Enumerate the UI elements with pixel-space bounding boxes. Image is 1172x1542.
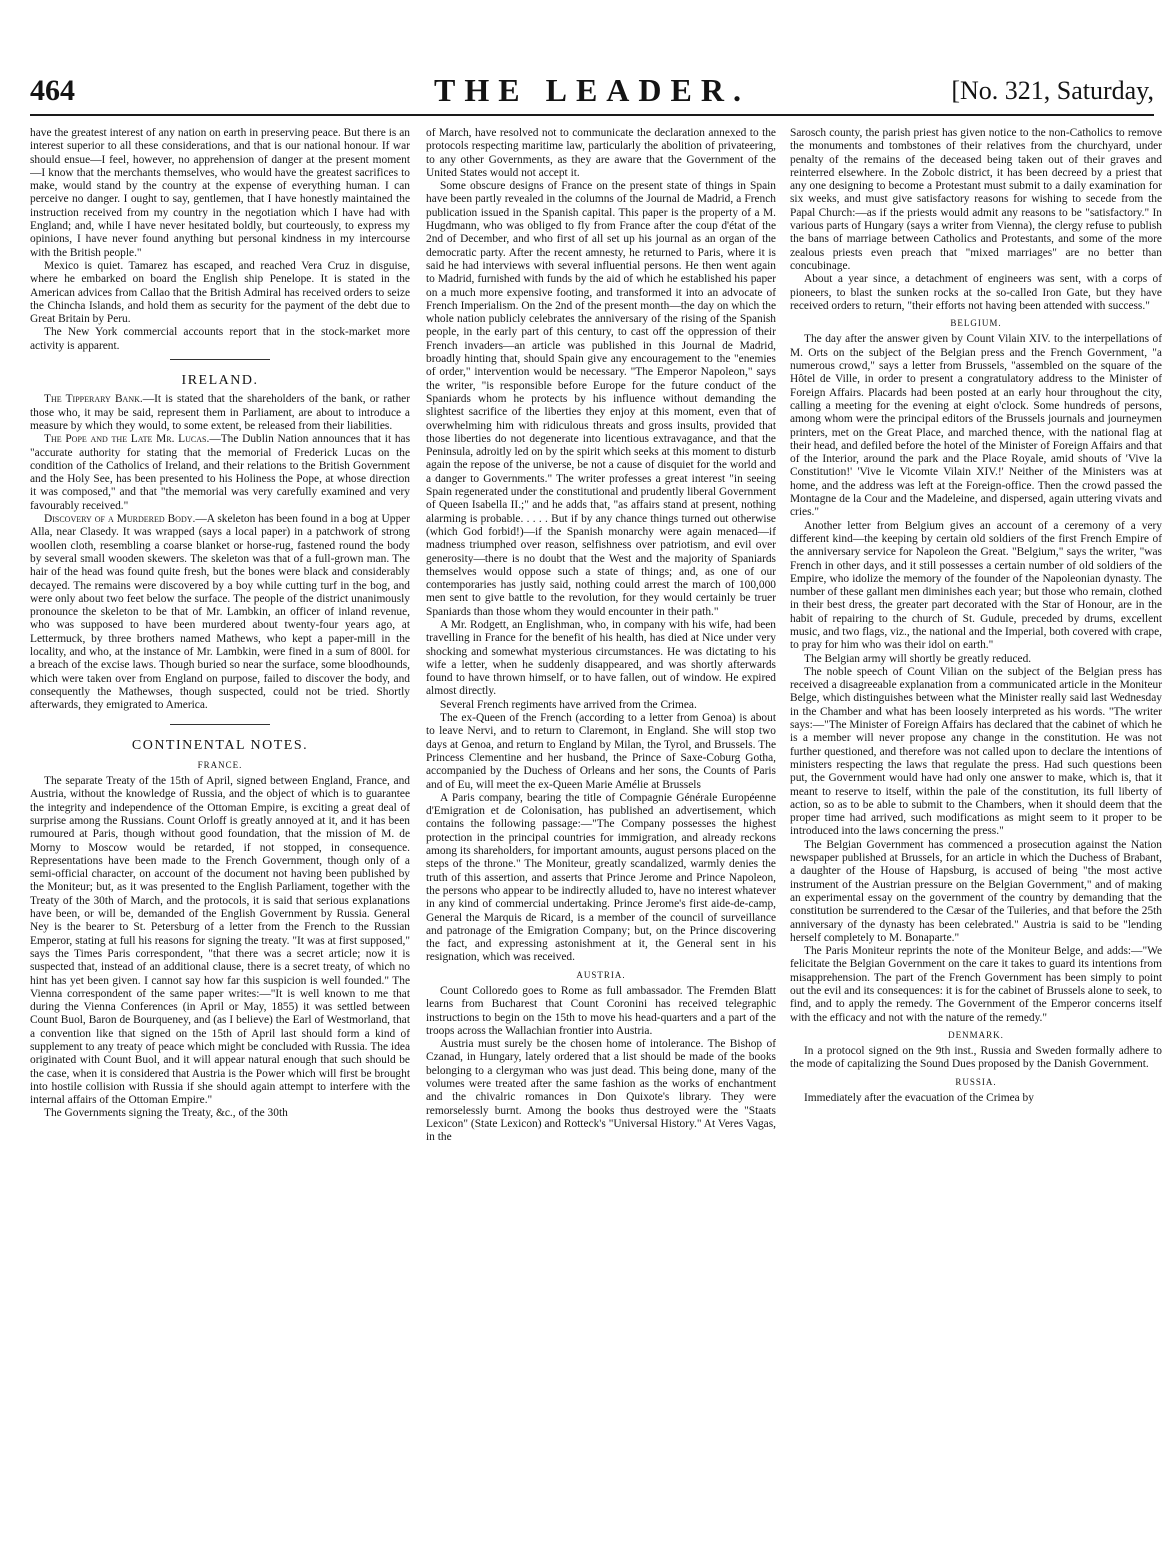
paragraph: Mexico is quiet. Tamarez has escaped, and reached Vera Cruz in disguise, where he embarked on board the English ship Penelope. It is stated in the American advices from Callao that the British Admiral has received orders to seize the Chincha Islands, and hold them as security for the payment of the debt due to Great Britain by Peru.	[30, 259, 410, 326]
newspaper-title: THE LEADER.	[434, 72, 750, 108]
paragraph: Some obscure designs of France on the present state of things in Spain have been partly revealed in the columns of the Journal de Madrid, a French publication issued in the Spanish capital. This paper is the property of a M. Hugdmann, who was obliged to fly from France after the coup d'état of the 2nd of December, and who first of all set up his journal as an organ of the democratic party. After the recent amnesty, he returned to Paris, where it is said he had interviews with several influential persons. He then went again to Madrid, furnished with funds by the aid of which he established his paper on a much more expensive footing, and transformed it into an advocate of French Imperialism. On the 2nd of the present month—the day on which the whole nation publicly celebrates the anniversary of the rising of the Spanish people, in the early part of this century, to cast off the oppression of their French invaders—an article was published in this Journal de Madrid, broadly hinting that, should Spain give any encouragement to the "enemies of order," intervention would be necessary. "The Emperor Napoleon," says the writer, "is responsible before Europe for the future conduct of the Spaniards whom he protects by his influence without demanding the slightest sacrifice of the liberties they enjoy at this moment, even that of overwhelming him with ridiculous threats and gross insults, provided that those liberties do not degenerate into licentious extravagance, and that the Peninsula, adroitly led on by the spirit which seeks at this moment to disturb again the repose of the universe, be not a cause of disquiet for the world and a danger to Governments." The writer professes a great interest "in seeing Spain regenerated under the constitutional and prudently liberal Government of Queen Isabella II.;" and he adds that, "as affairs stand at present, nothing alarming is probable. . . . . But if by any chance things turned out otherwise (which God forbid!)—if the Spanish monarchy were again menaced—if madness triumphed over reason, selfishness over patriotism, and evil over generosity—there is no doubt that the West and the majority of Spaniards themselves would oppose such a state of things; and, as one of our contemporaries has justly said, nothing could arrest the march of 100,000 men sent to give battle to the revolution, for they would certainly be truer Spaniards than those whom they would encounter in their path."	[426, 180, 776, 618]
paragraph-text: —A skeleton has been found in a bog at Upper Alla, near Clasedy. It was wrapped (says a local paper) in a patchwork of strong woollen cloth, resembling a coarse blanket or horse-rug, fastened round the body by several small wooden skewers. The skeleton was that of a full-grown man. The hair of the head was found quite fresh, but the bones were black and considerably decayed. The remains were discovered by a boy while cutting turf in the bog, and were only about two feet below the surface. The people of the district unanimously pronounce the skeleton to be that of Mr. Lambkin, an officer of inland revenue, who was supposed to have been murdered about twenty-four years ago, at Lettermuck, by three brothers named Mathews, who kept a paper-mill in the locality, and who, at the instance of Mr. Lambkin, were fined in a sum of 800l. for a breach of the excise laws. Though buried so near the surface, some bloodhounds, which were taken over from England on purpose, failed to discover the body, and consequently the Mathewses, though suspected, could not be tried. Shortly afterwards, they emigrated to America.	[30, 513, 410, 712]
paragraph-lead: The Pope and the Late Mr. Lucas.	[44, 433, 210, 446]
paragraph	[30, 433, 410, 513]
paragraph: The New York commercial accounts report that in the stock-market more activity is apparent.	[30, 326, 410, 352]
paragraph: have the greatest interest of any nation on earth in preserving peace. But there is an interest superior to all these considerations, and that is our national honour. If war should ensue—I feel, however, no apprehension of danger at the present moment—I know that the merchants themselves, who would have the greatest sacrifices to make, would stand by the country at the expense of everything human. I can perceive no danger. I ought to say, gentlemen, that I have honestly maintained the instruction received from my country in the negotiation which I have had with England; and, while I have never hesitated boldly, but courteously, to express my opinions, I have never found anything but personal kindness in my intercourse with the British people."	[30, 127, 410, 259]
section-divider	[170, 359, 270, 360]
paragraph: The day after the answer given by Count Vilain XIV. to the interpellations of M. Orts on the subject of the Belgian press and the French Government, "a numerous crowd," says a letter from Brussels, "assembled on the square of the Hôtel de Ville, in order to present a congratulatory address to the Minister of Foreign Affairs. Placards had been posted at an early hour throughout the city, calling a meeting for the evening at eight o'clock. Some hundreds of persons, among whom were the principal editors of the Brussels journals and journeymen printers, met on the Great Place, and marched thence, with the national flag at their head, and defiled before the hotel of the Minister of Foreign Affairs and that of the Interior, around the park and the Place Royale, amid shouts of 'Vive la Constitution!' 'Vive le Vicomte Vilain XIV.!' Neither of the Ministers was at home, and the address was left at the Foreign-office. Then the crowd passed the Montagne de la Cour and the Madeleine, and dispersed, again uttering vivats and cries."	[790, 333, 1162, 519]
paragraph: About a year since, a detachment of engineers was sent, with a corps of pioneers, to blast the sunken rocks at the so-called Iron Gate, but they have received orders to return, "their efforts not having been attended with success."	[790, 273, 1162, 312]
paragraph: Several French regiments have arrived from the Crimea.	[440, 698, 697, 711]
paragraph-text: —It is stated that the shareholders of the bank, or rather those who, it may be said, represent them in Parliament, are about to introduce a measure by which they would, to some extent, be released from their liabilities.	[30, 393, 410, 432]
paragraph-lead: The Tipperary Bank.	[44, 393, 143, 406]
paragraph: of March, have resolved not to communicate the declaration annexed to the protocols respecting maritime law, particularly the abolition of privateering, to any other Governments, as they are aware that the Government of the United States would not accept it.	[426, 127, 776, 179]
paragraph: The Paris Moniteur reprints the note of the Moniteur Belge, and adds:—"We felicitate the Belgian Government on the care it takes to guard its intentions from misapprehension. The part of the French Government has been simply to point out the evil and its consequences: it is for the cabinet of Brussels alone to seek, to find, and to apply the remedy. The Government of the Emperor concerns itself with the efficacy and not with the nature of the remedy."	[790, 945, 1162, 1024]
paragraph: The Belgian Government has commenced a prosecution against the Nation newspaper published at Brussels, for an article in which the Duchess of Brabant, a daughter of the House of Hapsburg, is accused of being "the most active instrument of the Austrian pressure on the Belgian Government," and of making an experimental essay on the government of the country by demanding that the constitution be surrendered to the Cæsar of the Tuileries, and that before the 25th anniversary of the dynasty has been celebrated." Austria is said to be "lending herself completely to M. Bonaparte."	[790, 838, 1162, 944]
subheading-belgium: BELGIUM.	[950, 318, 1002, 329]
paragraph: Sarosch county, the parish priest has given notice to the non-Catholics to remove the monuments and tombstones of their relatives from the churchyard, under penalty of the remains of the deceased being taken out of their graves and reinterred elsewhere. In the Zobolc district, it has been decreed by a priest that any one designing to become a Protestant must submit to a daily examination for six weeks, and must give satisfactory reasons for wishing to secede from the Papal Church:—as if the priests would admit any reasons to be "satisfactory." In various parts of Hungary (says a writer from Vienna), the clergy refuse to publish the bans of marriage between Catholics and Protestants, and some of the more zealous priests even preach that "mixed marriages" are no better than concubinage.	[790, 127, 1162, 272]
paragraph-lead: Discovery of a Murdered Body.	[44, 513, 196, 526]
paragraph: The separate Treaty of the 15th of April, signed between England, France, and Austria, without the knowledge of Russia, and the object of which is to guarantee the integrity and independence of the Ottoman Empire, is exciting a great deal of surprise among the Russians. Count Orloff is greatly annoyed at it, and it has been rumoured at Paris, though without good foundation, that the mission of M. de Morny to Moscow would be retarded, if not stopped, in consequence. Representations have been made to the French Government, though only of a semi-official character, on account of the document not having been published by the Moniteur; but, as it was presented to the English Parliament, together with the Treaty of the 30th of March, and the protocols, it is said that serious explanations have been, or will be, demanded of the English Government by Russia. General Ney is the bearer to St. Petersburg of a letter from the French to the Russian Emperor, stating at full his reasons for signing the treaty. "It was at first supposed," says the Times Paris correspondent, "that there was a secret article; now it is suspected that, instead of an additional clause, there is a secret treaty, of which no hint has yet been given. I cannot say how far this suspicion is well founded." The Vienna correspondent of the same paper writes:—"It is well known to me that during the Vienna Conferences (in April or May, 1855) it was settled between Count Buol, Baron de Bourqueney, and (as I believe) the Earl of Westmorland, that a convention like that signed on the 15th of April last should form a kind of supplement to any treaty of peace which might be concluded with Russia. The idea originated with Count Buol, and it will appear natural enough that such should be the case, when it is considered that Austria is the Power which will first be brought into hostile collision with Russia if she should again attempt to interfere with the internal affairs of the Ottoman Empire."	[30, 775, 410, 1107]
section-heading-ireland: IRELAND.	[181, 373, 259, 389]
paragraph: Immediately after the evacuation of the Crimea by	[804, 1092, 1034, 1105]
column-3	[790, 127, 1162, 1527]
subheading-denmark: DENMARK.	[948, 1029, 1004, 1040]
paragraph: A Mr. Rodgett, an Englishman, who, in company with his wife, had been travelling in France for the benefit of his health, has died at Nice under very shocking and somewhat mysterious circumstances. He was dictating to his wife a letter, when he suddenly disappeared, and was shortly afterwards found to have thrown himself, or to have fallen, out of window. He expired almost directly.	[426, 618, 776, 698]
column-2	[426, 127, 776, 1527]
subheading-france: FRANCE.	[197, 759, 243, 770]
page-number: 464	[30, 74, 75, 107]
paragraph: The ex-Queen of the French (according to a letter from Genoa) is about to leave Nervi, and to return to Claremont, in England. She will stop two days at Genoa, and return to England by Milan, the Tyrol, and Brussels. The Princess Clementine and her husband, the Prince of Saxe-Coburg Gotha, accompanied by the Duchess of Orleans and her sons, the Counts of Paris and of Eu, will meet the ex-Queen Marie Amélie at Brussels	[426, 712, 776, 791]
paragraph: The noble speech of Count Vilian on the subject of the Belgian press has received a disagreeable explanation from a communicated article in the Moniteur Belge, which distinguishes between what the Minister really said last Wednesday in the Chamber and what has been loosely interpreted as his words. "The writer says:—"The Minister of Foreign Affairs has declared that the cabinet of which he is a member will never propose any change in the constitution. He was not further questioned, and therefore was not called upon to declare the intentions of ministers respecting the laws that regulate the press. Had such questions been put, the Government would have had only one answer to make, which is, that it meant to reserve to itself, within the pale of the constitution, its full liberty of action, so as to be able to submit to the Chambers, when it should deem that the proper time had arrived, such modifications as might seem to it proper to be introduced into the laws concerning the press."	[790, 665, 1162, 838]
masthead	[30, 68, 1154, 116]
section-heading-continental-notes: CONTINENTAL NOTES.	[131, 738, 309, 754]
paragraph: Count Colloredo goes to Rome as full ambassador. The Fremden Blatt learns from Bucharest that Count Coronini has received telegraphic instructions to begin on the 15th to move his head-quarters and a part of the troops across the Wallachian frontier into Austria.	[426, 985, 776, 1037]
paragraph: Another letter from Belgium gives an account of a ceremony of a very different kind—the keeping by certain old soldiers of the first French Empire of the anniversary service for Napoleon the Great. "Belgium," says the writer, "was French in other days, and it still possesses a certain number of old soldiers of the Empire, who idolize the memory of the founder of the Napoleonian dynasty. The number of these gallant men diminishes each year; but those who remain, clothed in their best dress, the greater part decorated with the Star of Honour, are in the habit of repairing to the church of St. Gudule, preceded by drums, excellent music, and two flags, viz., the national and the Imperial, both covered with crape, to pray for him who was their idol on earth."	[790, 519, 1162, 652]
paragraph: In a protocol signed on the 9th inst., Russia and Sweden formally adhere to the mode of capitalizing the Sound Dues proposed by the Danish Government.	[790, 1045, 1162, 1071]
section-divider	[170, 724, 270, 725]
subheading-russia: RUSSIA.	[955, 1076, 997, 1087]
subheading-austria: AUSTRIA.	[576, 969, 626, 980]
paragraph: The Belgian army will shortly be greatly reduced.	[804, 652, 1032, 665]
paragraph: The Governments signing the Treaty, &c., of the 30th	[44, 1107, 288, 1120]
column-1	[30, 127, 410, 1527]
paragraph: A Paris company, bearing the title of Compagnie Générale Européenne d'Emigration et de Colonisation, has published an advertisement, which contains the following passage:—"The Company possesses the highest protection in the principal countries for immigration, and already reckons among its shareholders, for important amounts, august persons placed on the steps of the throne." The Moniteur, greatly scandalized, warmly denies the truth of this assertion, and asserts that Prince Jerome and Prince Napoleon, the persons who appear to be indirectly alluded to, have no interest whatever in any kind of commercial undertaking. Prince Jerome's first aide-de-camp, General the Marquis de Ricard, is a member of the council of surveillance and patronage of the Emigration Company; but, on the Prince discovering the fact, and expressing astonishment at it, the General sent in his resignation, which was received.	[426, 791, 776, 964]
issue-info: [No. 321, Saturday,	[951, 76, 1154, 105]
paragraph: Austria must surely be the chosen home of intolerance. The Bishop of Czanad, in Hungary, lately ordered that a list should be made of the books belonging to a clergyman who was just dead. This being done, many of the volumes were treated after the same fashion as the works of enchantment and the chivalric romances in Don Quixote's library. They were remorselessly burnt. Among the books thus destroyed were the "Staats Lexicon" (State Lexicon) and Rotteck's "Universal History." At Veres Vagas, in the	[426, 1038, 776, 1144]
paragraph	[30, 513, 410, 712]
paragraph-text: —The Dublin Nation announces that it has "accurate authority for stating that the memorial of Frederick Lucas on the condition of the Catholics of Ireland, and their relations to the British Government and the Holy See, has been presented to his Holiness the Pope, at whose direction it was composed," and that "the memorial was very carefully examined and very favourably received."	[30, 433, 410, 512]
paragraph	[30, 393, 410, 433]
